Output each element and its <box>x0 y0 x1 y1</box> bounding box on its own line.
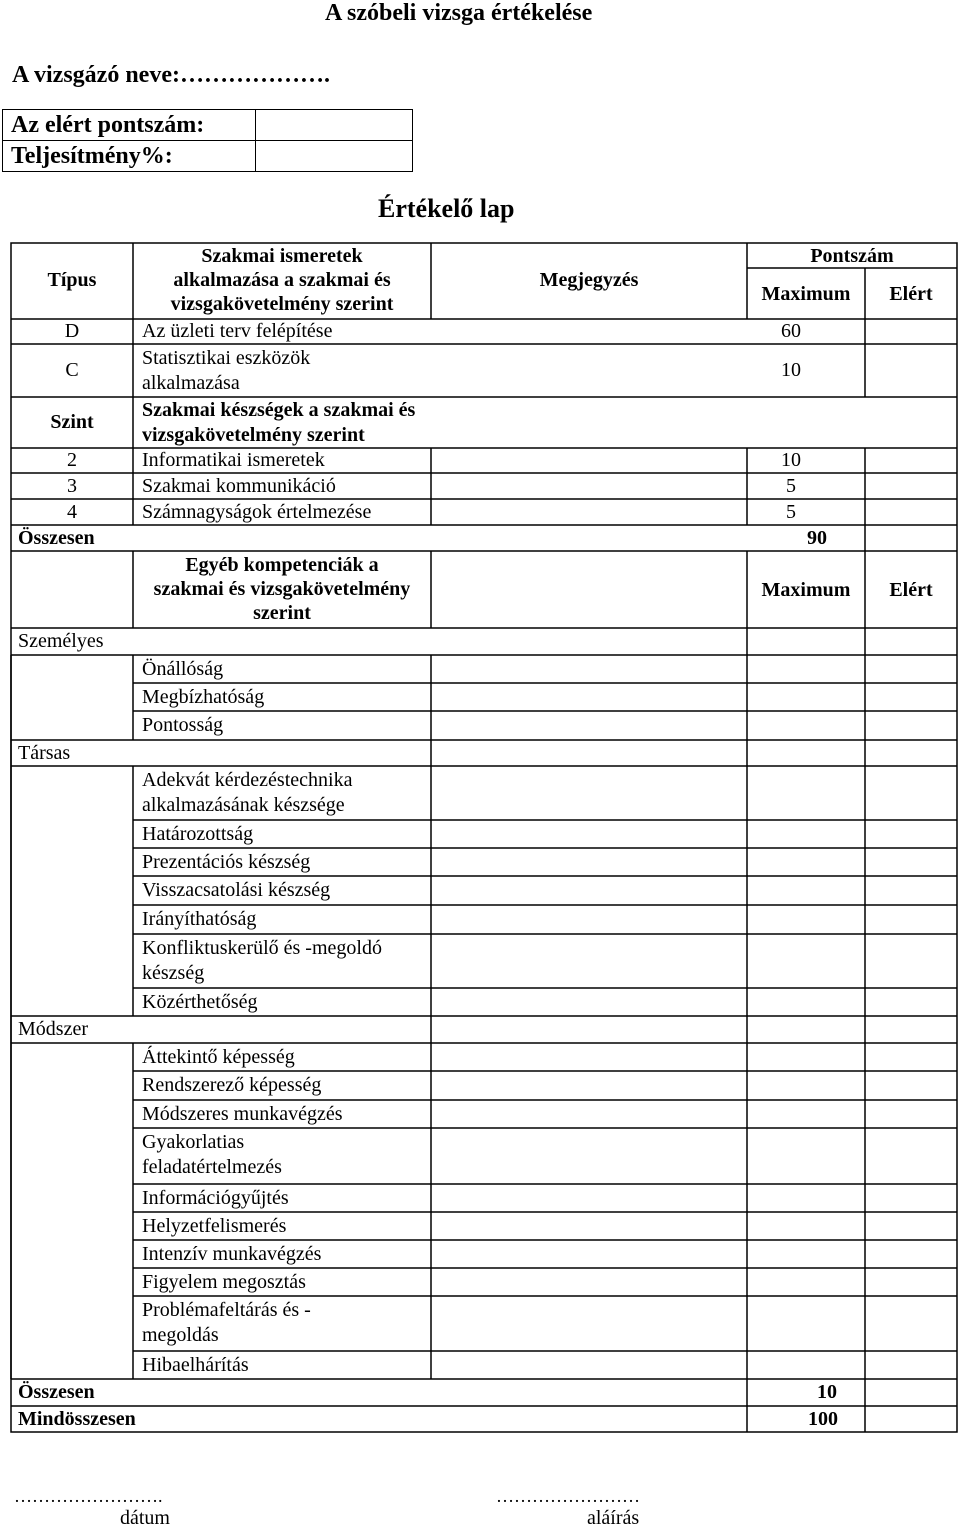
other-header-line-3: szerint <box>253 602 311 624</box>
competency-item: Áttekintő képesség <box>142 1046 295 1068</box>
competency-item: Önállóság <box>142 658 224 680</box>
header-knowledge <box>133 244 431 316</box>
total-max: 90 <box>807 527 827 549</box>
evaluation-sheet-title: Értékelő lap <box>378 194 515 223</box>
row-type: C <box>65 359 79 381</box>
header-points: Pontszám <box>810 245 894 267</box>
competency-item: Figyelem megosztás <box>142 1271 306 1293</box>
competency-item-line-1: Adekvát kérdezéstechnika <box>142 769 353 791</box>
signature-label: aláírás <box>587 1507 640 1529</box>
header-knowledge-line-1: Szakmai ismeretek <box>201 245 363 267</box>
points-label: Az elért pontszám: <box>3 110 256 141</box>
row-label <box>142 346 310 396</box>
skill-row-label: Informatikai ismeretek <box>142 449 325 471</box>
group-social: Társas <box>18 742 71 764</box>
signature-line: …………………… <box>496 1486 640 1506</box>
skill-row-label: Szakmai kommunikáció <box>142 475 336 497</box>
competency-item <box>142 1298 311 1348</box>
competency-item: Irányíthatóság <box>142 908 257 930</box>
competency-item-line-1: Problémafeltárás és - <box>142 1299 311 1321</box>
total-label: Összesen <box>18 1381 95 1403</box>
competency-item-line-2: készség <box>142 962 205 984</box>
skill-row-max: 5 <box>786 475 796 497</box>
other-header-achieved: Elért <box>889 579 933 601</box>
candidate-name-dots: ………………. <box>179 62 330 88</box>
candidate-name-label: A vizsgázó neve: <box>12 62 180 88</box>
date-label: dátum <box>120 1507 170 1529</box>
competency-item-line-2: alkalmazásának készsége <box>142 794 345 816</box>
grand-total-max: 100 <box>808 1408 838 1430</box>
total-label: Összesen <box>18 527 95 549</box>
skills-header-line-1: Szakmai készségek a szakmai és <box>142 399 416 421</box>
group-personal: Személyes <box>18 630 104 652</box>
other-header-label <box>133 553 431 625</box>
skill-row-type: 3 <box>67 475 77 497</box>
other-header-line-1: Egyéb kompetenciák a <box>185 554 379 576</box>
page-title: A szóbeli vizsga értékelése <box>325 0 593 26</box>
other-header-line-2: szakmai és vizsgakövetelmény <box>153 578 411 600</box>
skill-row-max: 10 <box>781 449 801 471</box>
competency-item: Helyzetfelismerés <box>142 1215 287 1237</box>
row-label-line-1: Statisztikai eszközök <box>142 347 311 369</box>
header-maximum: Maximum <box>761 283 851 305</box>
competency-item: Információgyűjtés <box>142 1187 289 1209</box>
skills-header-label <box>142 398 415 448</box>
competency-item-line-2: megoldás <box>142 1324 219 1346</box>
competency-item: Visszacsatolási készség <box>142 879 331 901</box>
skills-header-type: Szint <box>50 411 94 433</box>
row-max: 10 <box>781 359 801 381</box>
header-knowledge-line-2: alkalmazása a szakmai és <box>173 269 391 291</box>
competency-item: Módszeres munkavégzés <box>142 1103 343 1125</box>
skill-row-label: Számnagyságok értelmezése <box>142 501 372 523</box>
competency-item <box>142 936 382 986</box>
competency-item-line-2: feladatértelmezés <box>142 1156 282 1178</box>
competency-item-line-1: Konfliktuskerülő és -megoldó <box>142 937 382 959</box>
competency-item <box>142 1130 282 1180</box>
competency-item: Prezentációs készség <box>142 851 311 873</box>
date-line: ……………………. <box>14 1486 163 1506</box>
row-type: D <box>64 320 80 342</box>
competency-item: Pontosság <box>142 714 224 736</box>
row-label: Az üzleti terv felépítése <box>142 320 333 342</box>
skill-row-max: 5 <box>786 501 796 523</box>
competency-item-line-1: Gyakorlatias <box>142 1131 245 1153</box>
competency-item: Hibaelhárítás <box>142 1354 249 1376</box>
competency-item: Közérthetőség <box>142 991 258 1013</box>
competency-item: Rendszerező képesség <box>142 1074 322 1096</box>
skill-row-type: 4 <box>67 501 77 523</box>
row-max: 60 <box>781 320 801 342</box>
group-method: Módszer <box>18 1018 88 1040</box>
header-knowledge-line-3: vizsgakövetelmény szerint <box>170 293 394 315</box>
percent-label: Teljesítmény%: <box>3 141 256 172</box>
header-type: Típus <box>47 269 97 291</box>
header-achieved: Elért <box>889 283 933 305</box>
competency-item: Határozottság <box>142 823 254 845</box>
competency-item <box>142 768 352 818</box>
competency-item: Intenzív munkavégzés <box>142 1243 322 1265</box>
grand-total-label: Mindösszesen <box>18 1408 136 1430</box>
skills-header-line-2: vizsgakövetelmény szerint <box>142 424 365 446</box>
row-label-line-2: alkalmazása <box>142 372 240 394</box>
header-note: Megjegyzés <box>539 269 639 291</box>
other-header-maximum: Maximum <box>761 579 851 601</box>
skill-row-type: 2 <box>67 449 77 471</box>
total-max: 10 <box>817 1381 837 1403</box>
competency-item: Megbízhatóság <box>142 686 265 708</box>
